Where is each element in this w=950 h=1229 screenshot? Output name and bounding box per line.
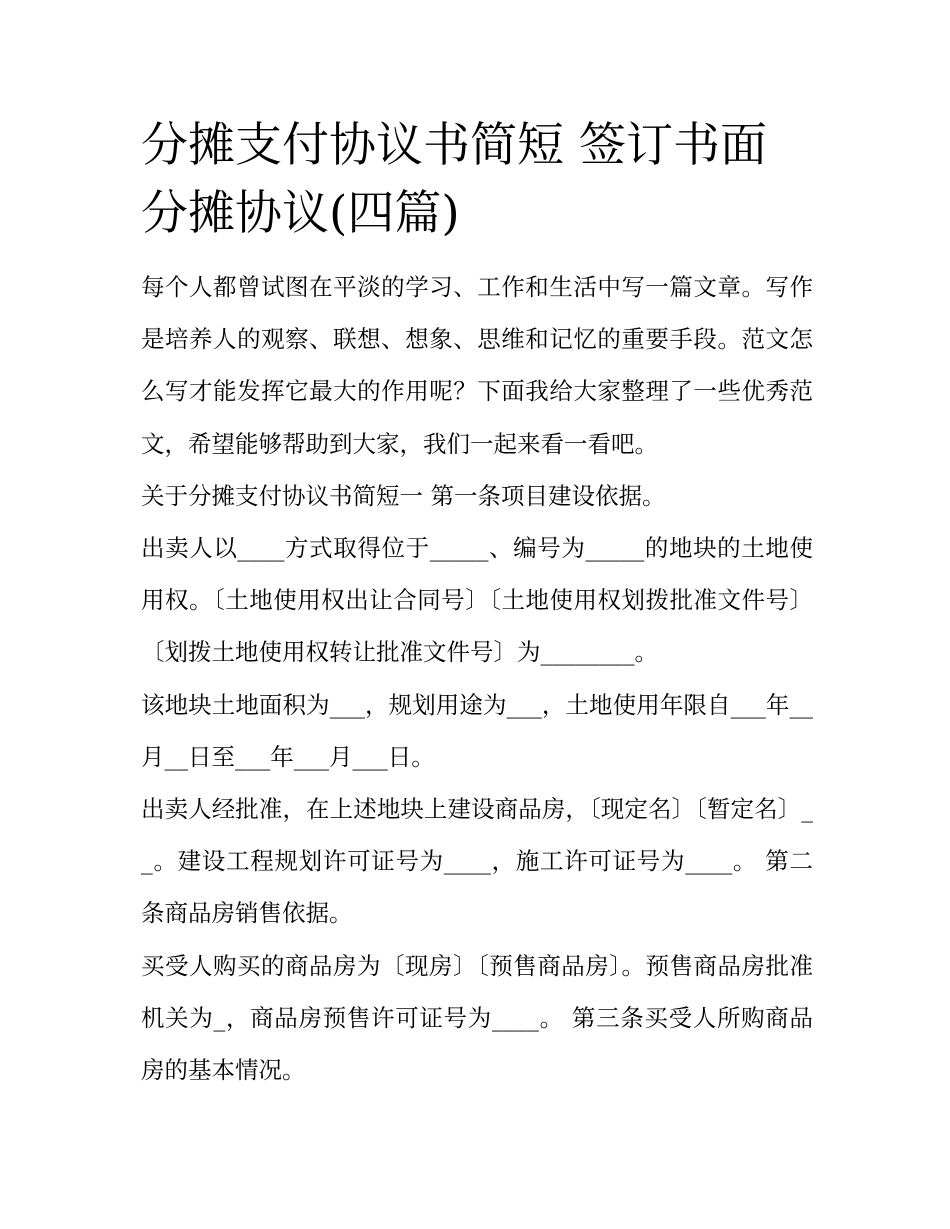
document-body xyxy=(141,261,813,1096)
paragraph-construction-permit: 出卖人经批准，在上述地块上建设商品房，〔现定名〕〔暂定名〕__。建设工程规划许可证号为____，施工许可证号为____。 第二条商品房销售依据。 xyxy=(141,795,813,928)
paragraph-land-area: 该地块土地面积为___，规划用途为___，土地使用年限自___年__月__日至___年___月___日。 xyxy=(141,690,813,771)
document-title: 分摊支付协议书简短 签订书面分摊协议(四篇) xyxy=(141,118,767,241)
paragraph-presale-permit: 买受人购买的商品房为〔现房〕〔预售商品房〕。预售商品房批准机关为_，商品房预售许可证号为____。 第三条买受人所购商品房的基本情况。 xyxy=(141,951,813,1085)
paragraph-land-use-right: 出卖人以____方式取得位于_____、编号为_____的地块的土地使用权。〔土地使用权出让合同号〕〔土地使用权划拨批准文件号〕〔划拨土地使用权转让批准文件号〕为________。 xyxy=(141,534,813,667)
paragraph-intro: 每个人都曾试图在平淡的学习、工作和生活中写一篇文章。写作是培养人的观察、联想、想象、思维和记忆的重要手段。范文怎么写才能发挥它最大的作用呢？下面我给大家整理了一些优秀范文，希望能够帮助到大家，我们一起来看一看吧。 xyxy=(141,273,813,458)
document-content xyxy=(141,112,813,1096)
paragraph-section-heading: 关于分摊支付协议书简短一 第一条项目建设依据。 xyxy=(141,481,666,510)
